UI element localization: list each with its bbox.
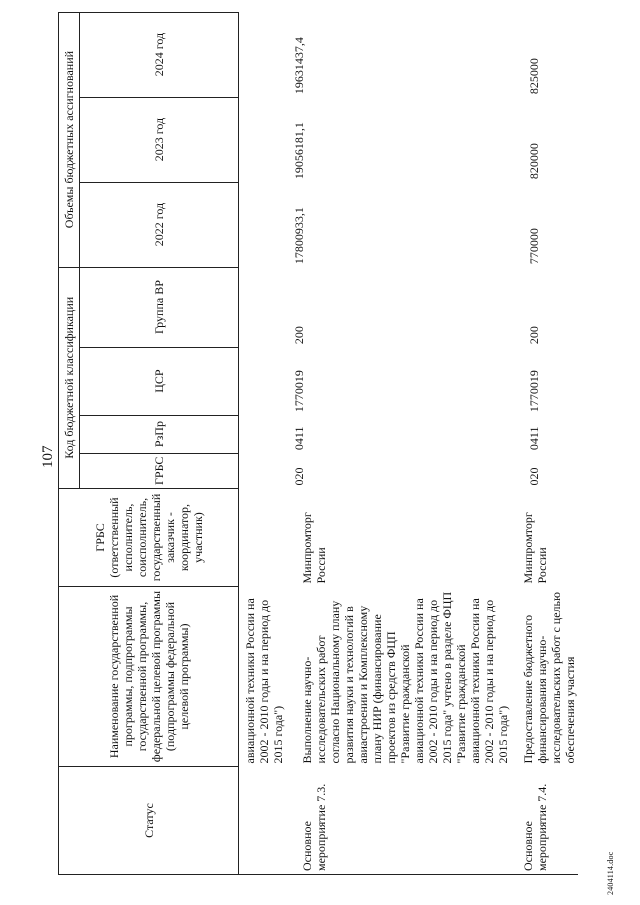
- row-rzpr: 0411: [292, 426, 306, 451]
- footer-file-code: 2404114.doc: [606, 851, 615, 895]
- row-csr: 1770019: [292, 370, 306, 413]
- header-rzpr: РзПр: [80, 415, 239, 453]
- header-year-2024: 2024 год: [80, 12, 239, 97]
- header-row-groups: [59, 12, 80, 874]
- table-row: [286, 12, 511, 874]
- continuation-name: авиационной техники России на 2002 - 2010 годы и на период до 2015 года"): [243, 598, 285, 764]
- header-year-2023: 2023 год: [80, 97, 239, 182]
- header-budget-code-group: Код бюджетной классификации: [59, 267, 80, 488]
- table-row: [511, 12, 578, 874]
- row-2024: 19631437,4: [292, 37, 306, 95]
- page-number: 107: [40, 445, 56, 468]
- row-vr: 200: [292, 326, 306, 345]
- row-2022: 17800933,1: [292, 207, 306, 265]
- header-status: Статус: [59, 767, 239, 875]
- header-vr-group: Группа ВР: [80, 267, 239, 347]
- budget-table: [58, 12, 578, 875]
- row-grbs-code: 020: [292, 467, 306, 486]
- row-status: Основное мероприятие 7.4.: [511, 767, 578, 875]
- header-csr: ЦСР: [80, 347, 239, 415]
- header-program-name: Наименование государственной программы, подпрограммы государственной программы, федеральной целевой программы (подпрограммы федеральной целевой программы): [59, 587, 239, 767]
- row-2023: 19056181,1: [292, 122, 306, 180]
- row-csr: 1770019: [527, 370, 541, 413]
- continuation-row: [239, 12, 287, 874]
- header-volumes-group: Объемы бюджетных ассигнований: [59, 12, 80, 267]
- header-grbs-code: ГРБС: [80, 453, 239, 488]
- row-rzpr: 0411: [527, 426, 541, 451]
- header-year-2022: 2022 год: [80, 182, 239, 267]
- row-grbs: Минпромторг России: [521, 512, 549, 584]
- header-grbs-executor: ГРБС (ответственный исполнитель, соисполнитель, государственный заказчик - координатор, участник): [59, 489, 239, 587]
- row-2022: 770000: [527, 228, 541, 265]
- row-2024: 825000: [527, 58, 541, 95]
- row-grbs: Минпромторг России: [300, 512, 328, 584]
- row-2023: 820000: [527, 143, 541, 180]
- row-name: Предоставление бюджетного финансирования научно-исследовательских работ с целью обеспечения участия: [521, 592, 577, 764]
- row-status: Основное мероприятие 7.3.: [286, 767, 511, 875]
- row-name: Выполнение научно-исследовательских работ согласно Национальному плану развития науки и технологий в авиастроении и Комплексному плану НИР (финансирование проектов из средств ФЦП "Развитие гражданской авиационной техники России на 2002 - 2010 годы и на период до 2015 года" учтено в разделе ФЦП "Развитие гражданской авиационной техники России на 2002 - 2010 годы и на период до 2015 года"): [300, 591, 510, 764]
- row-grbs-code: 020: [527, 467, 541, 486]
- row-vr: 200: [527, 326, 541, 345]
